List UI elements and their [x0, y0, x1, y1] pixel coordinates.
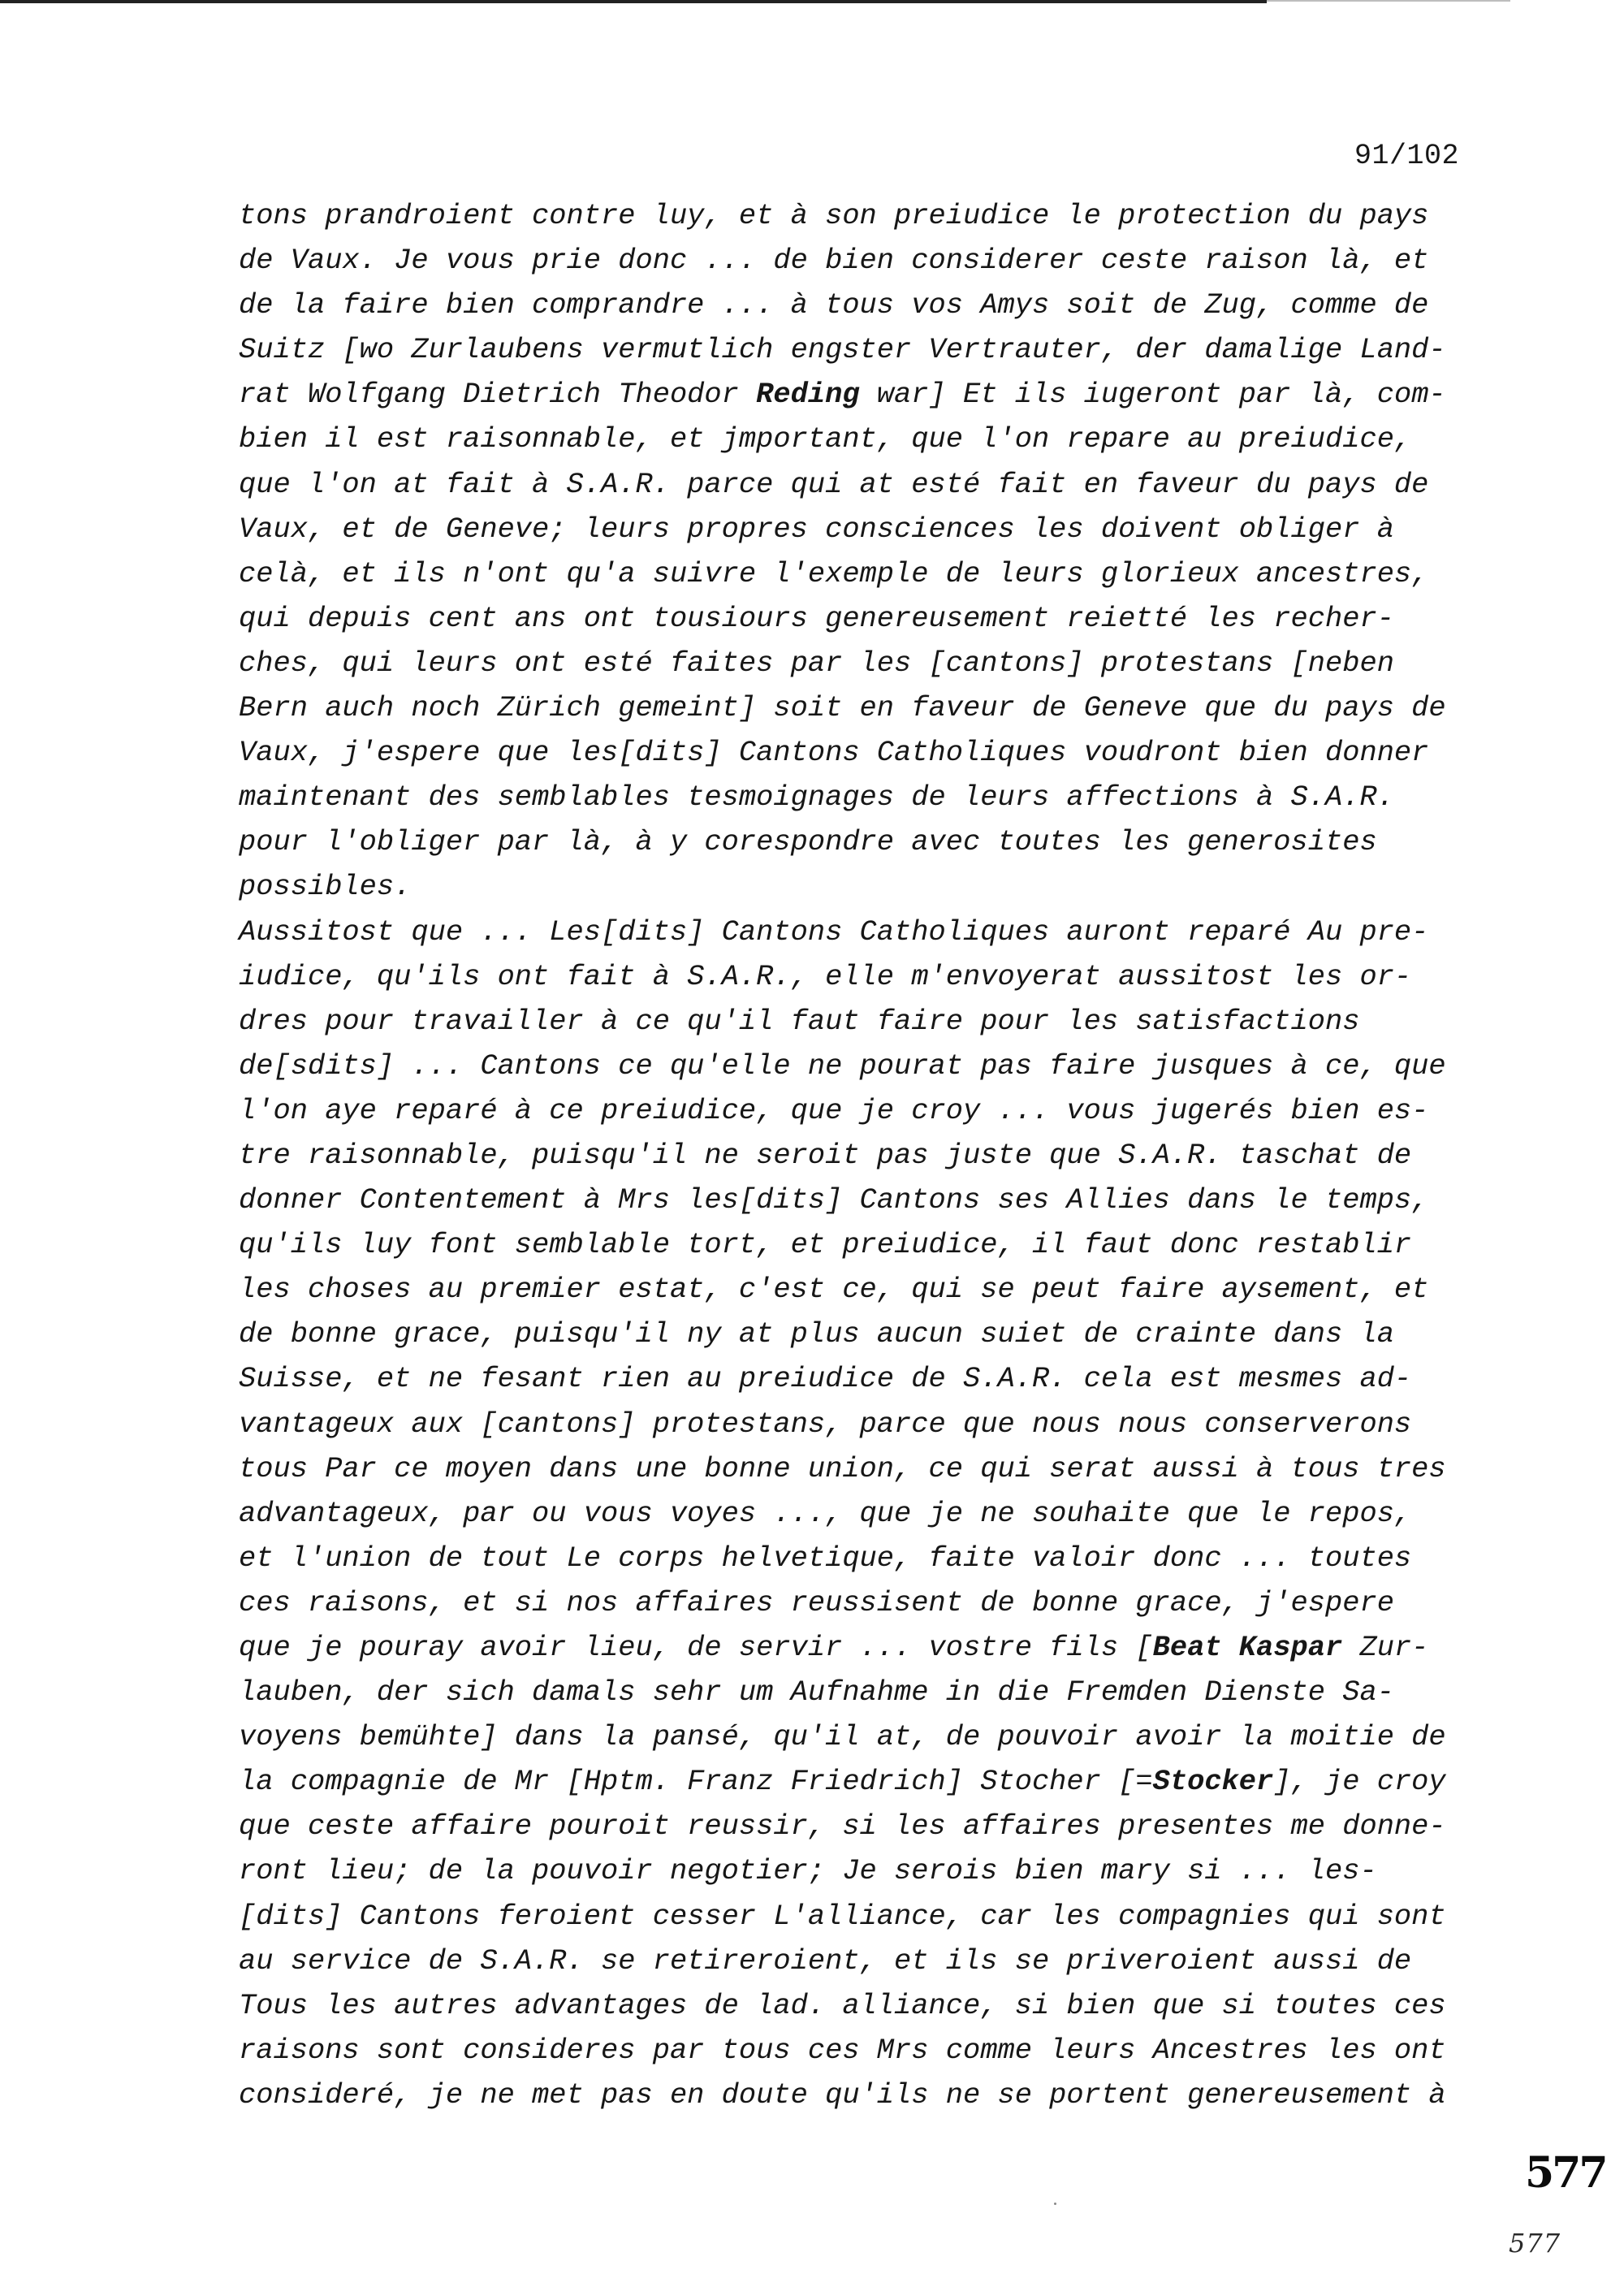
text-line: Vaux, et de Geneve; leurs propres consciences les doivent obliger à — [239, 512, 1394, 546]
text-line: Bern auch noch Zürich gemeint] soit en faveur de Geneve que du pays de — [239, 692, 1446, 725]
text-line: ront lieu; de la pouvoir negotier; Je serois bien mary si ... les- — [239, 1855, 1377, 1888]
text-line: et l'union de tout Le corps helvetique, faite valoir donc ... toutes — [239, 1541, 1412, 1575]
text-line-segment: Zur- — [1342, 1632, 1429, 1664]
text-line: consideré, je ne met pas en doute qu'ils ne se portent genereusement à — [239, 2078, 1446, 2112]
bold-name: Stocker — [1152, 1766, 1274, 1799]
text-line: ches, qui leurs ont esté faites par les [cantons] protestans [neben — [239, 646, 1394, 680]
text-line: pour l'obliger par là, à y corespondre avec toutes les generosites — [239, 826, 1377, 859]
text-line: raisons sont consideres par tous ces Mrs comme leurs Ancestres les ont — [239, 2034, 1446, 2067]
top-border-rule-faint — [1267, 0, 1510, 2]
text-line: tre raisonnable, puisqu'il ne seroit pas juste que S.A.R. taschat de — [239, 1139, 1412, 1172]
text-line-segment: ], je croy — [1273, 1766, 1446, 1799]
text-line: Tous les autres advantages de lad. alliance, si bien que si toutes ces — [239, 1989, 1446, 2022]
text-line: celà, et ils n'ont qu'a suivre l'exemple de leurs glorieux ancestres, — [239, 557, 1429, 590]
text-line: ces raisons, et si nos affaires reussisent de bonne grace, j'espere — [239, 1586, 1394, 1619]
text-line: vantageux aux [cantons] protestans, parce que nous nous conserverons — [239, 1407, 1412, 1441]
text-line: de Vaux. Je vous prie donc ... de bien considerer ceste raison là, et — [239, 244, 1429, 278]
transcript-body — [239, 194, 1570, 2118]
text-line: Vaux, j'espere que les[dits] Cantons Catholiques voudront bien donner — [239, 737, 1429, 770]
text-line: lauben, der sich damals sehr um Aufnahme in die Fremden Dienste Sa- — [239, 1676, 1394, 1710]
text-line: de la faire bien comprandre ... à tous vos Amys soit de Zug, comme de — [239, 289, 1429, 322]
text-line: tous Par ce moyen dans une bonne union, ce qui serat aussi à tous tres — [239, 1452, 1446, 1485]
top-border-rule — [0, 0, 1267, 3]
bold-name: Reding — [756, 378, 860, 412]
text-line: l'on aye reparé à ce preiudice, que je croy ... vous jugerés bien es- — [239, 1094, 1429, 1127]
handwritten-page-note: 577 — [1509, 2228, 1561, 2259]
text-line: dres pour travailler à ce qu'il faut faire pour les satisfactions — [239, 1005, 1360, 1038]
text-line: iudice, qu'ils ont fait à S.A.R., elle m'envoyerat aussitost les or- — [239, 960, 1412, 993]
text-line: les choses au premier estat, c'est ce, qui se peut faire aysement, et — [239, 1273, 1429, 1307]
text-line-segment: que je pouray avoir lieu, de servir ... vostre fils [ — [239, 1632, 1153, 1664]
text-line-segment: la compagnie de Mr [Hptm. Franz Friedrich] Stocher [= — [239, 1766, 1153, 1799]
text-line: de bonne grace, puisqu'il ny at plus aucun suiet de crainte dans la — [239, 1318, 1394, 1351]
text-line: de[sdits] ... Cantons ce qu'elle ne pourat pas faire jusques à ce, que — [239, 1049, 1446, 1083]
text-line: qui depuis cent ans ont tousiours genereusement reietté les recher- — [239, 602, 1394, 635]
archive-stamp-number: 577 — [1525, 2148, 1606, 2198]
text-line: au service de S.A.R. se retireroient, et ils se priveroient aussi de — [239, 1944, 1412, 1978]
text-line-segment: rat Wolfgang Dietrich Theodor — [239, 378, 757, 412]
text-line: donner Contentement à Mrs les[dits] Cantons ses Allies dans le temps, — [239, 1184, 1429, 1217]
text-line — [239, 1760, 1570, 1805]
text-line: Suisse, et ne fesant rien au preiudice de S.A.R. cela est mesmes ad- — [239, 1363, 1412, 1396]
text-line — [239, 1626, 1570, 1671]
text-line: [dits] Cantons feroient cesser L'alliance, car les compagnies qui sont — [239, 1900, 1446, 1933]
text-line: possibles. — [239, 871, 412, 904]
text-line — [239, 373, 1570, 417]
text-line: advantageux, par ou vous voyes ..., que je ne souhaite que le repos, — [239, 1497, 1412, 1530]
text-line: qu'ils luy font semblable tort, et preiudice, il faut donc restablir — [239, 1229, 1412, 1262]
text-line: maintenant des semblables tesmoignages de leurs affections à S.A.R. — [239, 781, 1394, 815]
text-line: tons prandroient contre luy, et à son preiudice le protection du pays — [239, 200, 1429, 232]
text-line: Suitz [wo Zurlaubens vermutlich engster Vertrauter, der damalige Land- — [239, 334, 1446, 367]
text-line: que l'on at fait à S.A.R. parce qui at esté fait en faveur du pays de — [239, 468, 1429, 501]
page-number: 91/102 — [1354, 140, 1460, 172]
scan-speck — [1054, 2203, 1056, 2205]
text-line: bien il est raisonnable, et jmportant, que l'on repare au preiudice, — [239, 423, 1412, 456]
bold-name: Beat Kaspar — [1152, 1632, 1343, 1664]
text-line: voyens bemühte] dans la pansé, qu'il at, de pouvoir avoir la moitie de — [239, 1721, 1446, 1754]
text-line-segment: war] Et ils iugeront par là, com- — [859, 378, 1446, 412]
text-line: Aussitost que ... Les[dits] Cantons Catholiques auront reparé Au pre- — [239, 915, 1429, 949]
text-line: que ceste affaire pouroit reussir, si les affaires presentes me donne- — [239, 1810, 1446, 1844]
